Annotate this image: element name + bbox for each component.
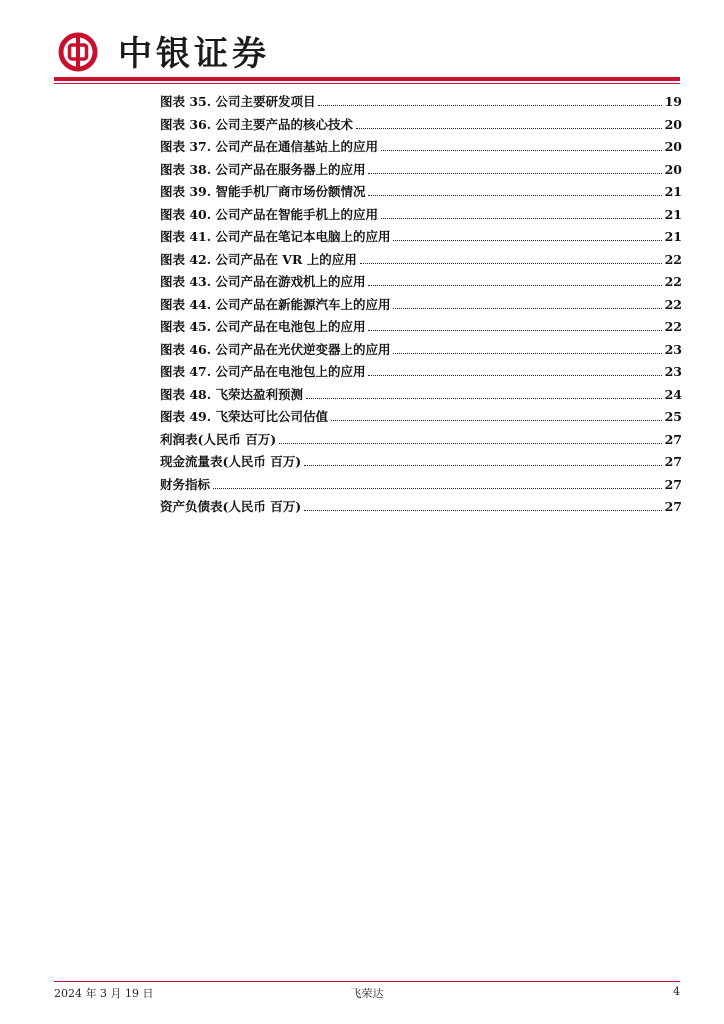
- toc-entry-page[interactable]: 22: [664, 296, 682, 312]
- page-footer: [54, 985, 680, 1003]
- toc-entry[interactable]: [160, 92, 682, 115]
- toc-entry-label[interactable]: 图表 38. 公司产品在服务器上的应用: [160, 161, 366, 177]
- toc-entry-label[interactable]: 资产负债表(人民币 百万): [160, 499, 302, 514]
- footer-company: 飞荣达: [350, 987, 384, 1000]
- toc-dot-leader: [331, 420, 662, 421]
- brand-name: 中银证券: [118, 34, 270, 74]
- toc-entry[interactable]: [160, 340, 682, 363]
- toc-dot-leader: [360, 263, 662, 264]
- toc-dot-leader: [368, 330, 661, 331]
- toc-dot-leader: [393, 240, 661, 241]
- toc-dot-leader: [393, 308, 661, 309]
- toc-entry-page[interactable]: 23: [664, 341, 682, 357]
- toc-entry-label[interactable]: 财务指标: [160, 476, 211, 492]
- toc-entry-page[interactable]: 27: [664, 431, 682, 447]
- toc-dot-leader: [356, 128, 662, 129]
- toc-dot-leader: [304, 510, 661, 511]
- toc-entry[interactable]: [160, 317, 682, 340]
- toc-entry-page[interactable]: 20: [664, 161, 682, 177]
- footer-rule: [54, 981, 680, 982]
- toc-entry[interactable]: [160, 295, 682, 318]
- toc-entry-page[interactable]: 20: [664, 116, 682, 132]
- toc-entry-page[interactable]: 27: [664, 499, 682, 514]
- toc-entry-label[interactable]: 图表 48. 飞荣达盈利预测: [160, 386, 303, 402]
- toc-entry[interactable]: [160, 115, 682, 138]
- toc-entry[interactable]: [160, 272, 682, 295]
- header-thin-rule: [54, 83, 680, 84]
- toc-entry[interactable]: [160, 227, 682, 250]
- table-of-figures: [160, 92, 682, 520]
- toc-dot-leader: [393, 353, 661, 354]
- toc-entry-page[interactable]: 22: [664, 274, 682, 289]
- toc-entry-page[interactable]: 27: [664, 476, 682, 492]
- toc-dot-leader: [368, 285, 661, 286]
- toc-dot-leader: [304, 465, 661, 466]
- toc-entry[interactable]: [160, 452, 682, 475]
- toc-dot-leader: [306, 398, 662, 399]
- toc-entry[interactable]: [160, 407, 682, 430]
- toc-entry[interactable]: [160, 137, 682, 160]
- toc-entry-page[interactable]: 27: [664, 454, 682, 469]
- toc-entry-label[interactable]: 图表 36. 公司主要产品的核心技术: [160, 116, 353, 132]
- toc-entry-label[interactable]: 图表 35. 公司主要研发项目: [160, 94, 316, 109]
- toc-entry-page[interactable]: 19: [664, 94, 682, 109]
- toc-entry-label[interactable]: 图表 44. 公司产品在新能源汽车上的应用: [160, 296, 391, 312]
- toc-entry-label[interactable]: 图表 45. 公司产品在电池包上的应用: [160, 319, 366, 334]
- header-rule: [54, 77, 680, 81]
- toc-entry-page[interactable]: 20: [664, 139, 682, 154]
- toc-entry-page[interactable]: 23: [664, 364, 682, 379]
- toc-entry[interactable]: [160, 497, 682, 520]
- toc-entry-label[interactable]: 图表 49. 飞荣达可比公司估值: [160, 409, 328, 424]
- toc-entry-page[interactable]: 22: [664, 319, 682, 334]
- toc-entry-page[interactable]: 25: [664, 409, 682, 424]
- toc-entry-page[interactable]: 21: [664, 229, 682, 244]
- toc-entry[interactable]: [160, 182, 682, 205]
- toc-dot-leader: [318, 105, 661, 106]
- footer-page-number: 4: [673, 985, 680, 998]
- toc-dot-leader: [368, 375, 661, 376]
- footer-date: 2024 年 3 月 19 日: [54, 987, 154, 1000]
- toc-entry-label[interactable]: 图表 47. 公司产品在电池包上的应用: [160, 364, 366, 379]
- toc-entry-label[interactable]: 图表 41. 公司产品在笔记本电脑上的应用: [160, 229, 391, 244]
- toc-dot-leader: [381, 218, 662, 219]
- toc-entry-page[interactable]: 24: [664, 386, 682, 402]
- toc-entry[interactable]: [160, 430, 682, 453]
- toc-entry-label[interactable]: 现金流量表(人民币 百万): [160, 454, 302, 469]
- toc-entry-label[interactable]: 图表 39. 智能手机厂商市场份额情况: [160, 184, 366, 199]
- toc-entry-label[interactable]: 利润表(人民币 百万): [160, 431, 277, 447]
- toc-dot-leader: [279, 443, 661, 444]
- toc-entry-page[interactable]: 21: [664, 184, 682, 199]
- toc-entry-page[interactable]: 21: [664, 206, 682, 222]
- toc-entry-label[interactable]: 图表 46. 公司产品在光伏逆变器上的应用: [160, 341, 391, 357]
- toc-entry-label[interactable]: 图表 42. 公司产品在 VR 上的应用: [160, 251, 357, 267]
- toc-dot-leader: [368, 173, 661, 174]
- toc-entry-label[interactable]: 图表 40. 公司产品在智能手机上的应用: [160, 206, 378, 222]
- toc-entry-label[interactable]: 图表 43. 公司产品在游戏机上的应用: [160, 274, 366, 289]
- toc-entry[interactable]: [160, 205, 682, 228]
- toc-entry-page[interactable]: 22: [664, 251, 682, 267]
- toc-entry[interactable]: [160, 475, 682, 498]
- toc-entry[interactable]: [160, 385, 682, 408]
- page-header: [48, 24, 680, 78]
- toc-entry[interactable]: [160, 160, 682, 183]
- bank-of-china-logo-icon: [58, 32, 98, 72]
- toc-entry-label[interactable]: 图表 37. 公司产品在通信基站上的应用: [160, 139, 378, 154]
- toc-entry[interactable]: [160, 362, 682, 385]
- toc-dot-leader: [368, 195, 661, 196]
- toc-dot-leader: [213, 488, 662, 489]
- toc-entry[interactable]: [160, 250, 682, 273]
- toc-dot-leader: [381, 150, 662, 151]
